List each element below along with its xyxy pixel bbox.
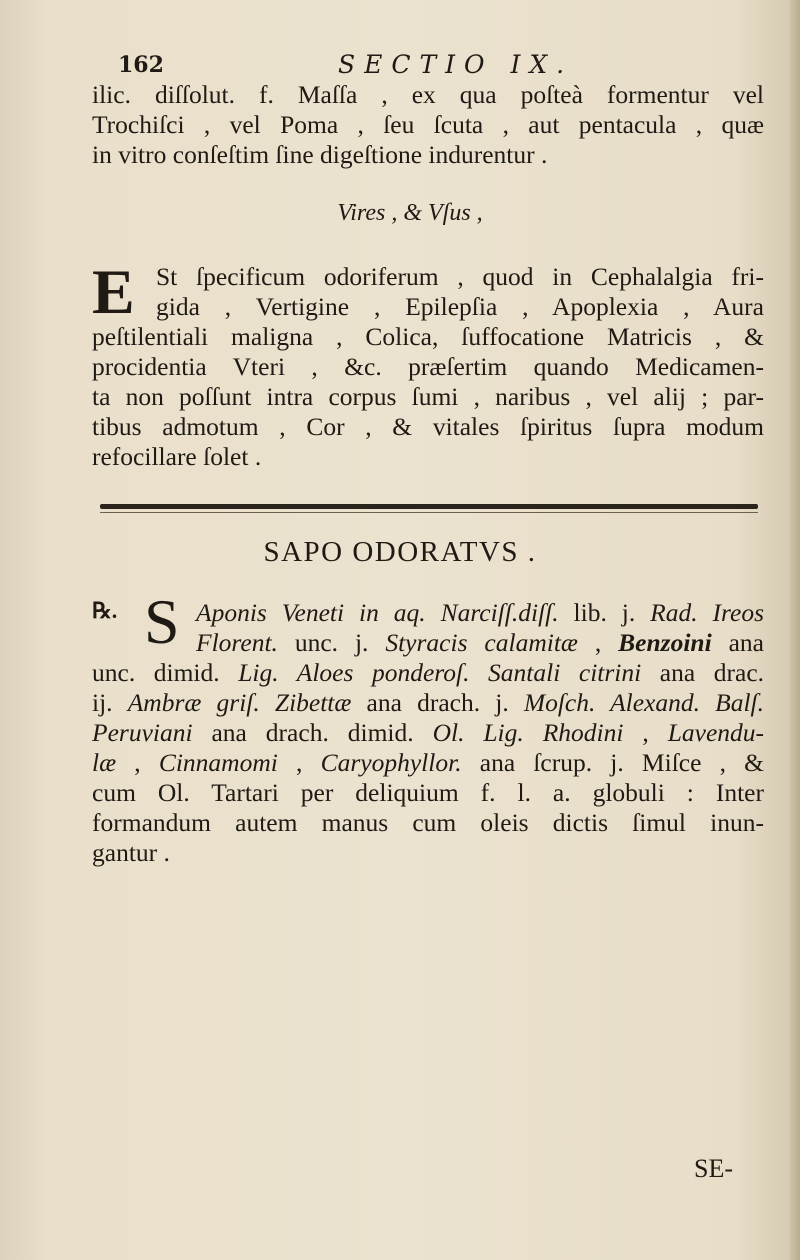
- text-line: [92, 658, 764, 688]
- text-line: [92, 598, 764, 628]
- text-line: Trochiſci , vel Poma , ſeu ſcuta , aut pentacula , quæ: [92, 110, 764, 139]
- page-gutter: [790, 0, 800, 1260]
- text-line: ta non poſſunt intra corpus ſumi , naribus , vel alij ; par-: [92, 382, 764, 411]
- drop-cap: S: [144, 586, 180, 657]
- text-span: unc. j.: [277, 628, 386, 657]
- recipe-title: SAPO ODORATVS .: [263, 536, 537, 568]
- recipe-symbol: ℞.: [92, 598, 118, 623]
- text-span: lib. j.: [558, 598, 651, 627]
- text-span: Rad. Ireos: [650, 598, 764, 627]
- page-number: 162: [118, 52, 164, 78]
- text-span: ana drach. j.: [351, 688, 524, 717]
- text-line: procidentia Vteri , &c. præſertim quando Medicamen-: [92, 352, 764, 381]
- text-span: ana ſcrup. j. Miſce , &: [461, 748, 764, 777]
- text-span: Styracis calamitæ: [385, 628, 578, 657]
- catchword: SE-: [694, 1154, 733, 1183]
- text-span: unc. dimid.: [92, 658, 239, 687]
- text-line: cum Ol. Tartari per deliquium f. l. a. globuli : Inter: [92, 778, 764, 807]
- section-heading: Vires , & Vſus ,: [337, 200, 483, 226]
- text-line: peſtilentiali maligna , Colica, ſuffocatione Matricis , &: [92, 322, 764, 351]
- text-span: ,: [116, 748, 159, 777]
- text-span: Narciſſ.diſſ.: [440, 598, 559, 627]
- text-line: [92, 748, 764, 778]
- text-line: gida , Vertigine , Epilepſia , Apoplexia , Aura: [156, 292, 764, 321]
- text-line: formandum autem manus cum oleis dictis ſimul inun-: [92, 808, 764, 837]
- body-paragraph: [92, 256, 764, 472]
- text-span: ,: [577, 628, 619, 657]
- text-span: Caryophyllor.: [320, 748, 462, 777]
- text-span: ana drac.: [641, 658, 765, 687]
- recipe-paragraph: [92, 598, 764, 868]
- text-line: [92, 718, 764, 748]
- text-line: St ſpecificum odoriferum , quod in Cephalalgia fri-: [156, 262, 764, 291]
- text-span: ana: [711, 628, 764, 657]
- text-span: ,: [277, 748, 321, 777]
- text-span: ana drach. dimid.: [192, 718, 433, 747]
- section-divider-thin: [100, 512, 758, 513]
- text-span: Benzoini: [618, 628, 712, 657]
- text-span: Peruviani: [92, 718, 193, 747]
- text-line: gantur .: [92, 838, 170, 867]
- text-span: Moſch. Alexand. Balſ.: [523, 688, 765, 717]
- text-line: in vitro conſeſtim ſine digeſtione indurentur .: [92, 140, 548, 169]
- text-span: Ambræ griſ. Zibettæ: [127, 688, 352, 717]
- text-span: Ol. Lig. Rhodini: [432, 718, 624, 747]
- text-line: tibus admotum , Cor , & vitales ſpiritus ſupra modum: [92, 412, 764, 441]
- text-span: Lavendu-: [667, 718, 765, 747]
- intro-paragraph: [92, 80, 764, 170]
- text-span: Aponis Veneti in aq.: [196, 598, 426, 627]
- text-span: Lig. Aloes ponderoſ. Santali citrini: [238, 658, 642, 687]
- text-span: ,: [623, 718, 668, 747]
- section-divider: [100, 504, 758, 509]
- drop-cap: E: [92, 256, 135, 327]
- text-line: ilic. diſſolut. f. Maſſa , ex qua poſteà formentur vel: [92, 80, 764, 109]
- text-span: Florent.: [196, 628, 278, 657]
- text-line: refocillare ſolet .: [92, 442, 262, 471]
- text-span: læ: [92, 748, 117, 777]
- text-line: [92, 688, 764, 718]
- text-span: ij.: [92, 688, 128, 717]
- text-line: [92, 628, 764, 658]
- text-span: Cinnamomi: [158, 748, 278, 777]
- running-head: SECTIO IX.: [338, 50, 574, 79]
